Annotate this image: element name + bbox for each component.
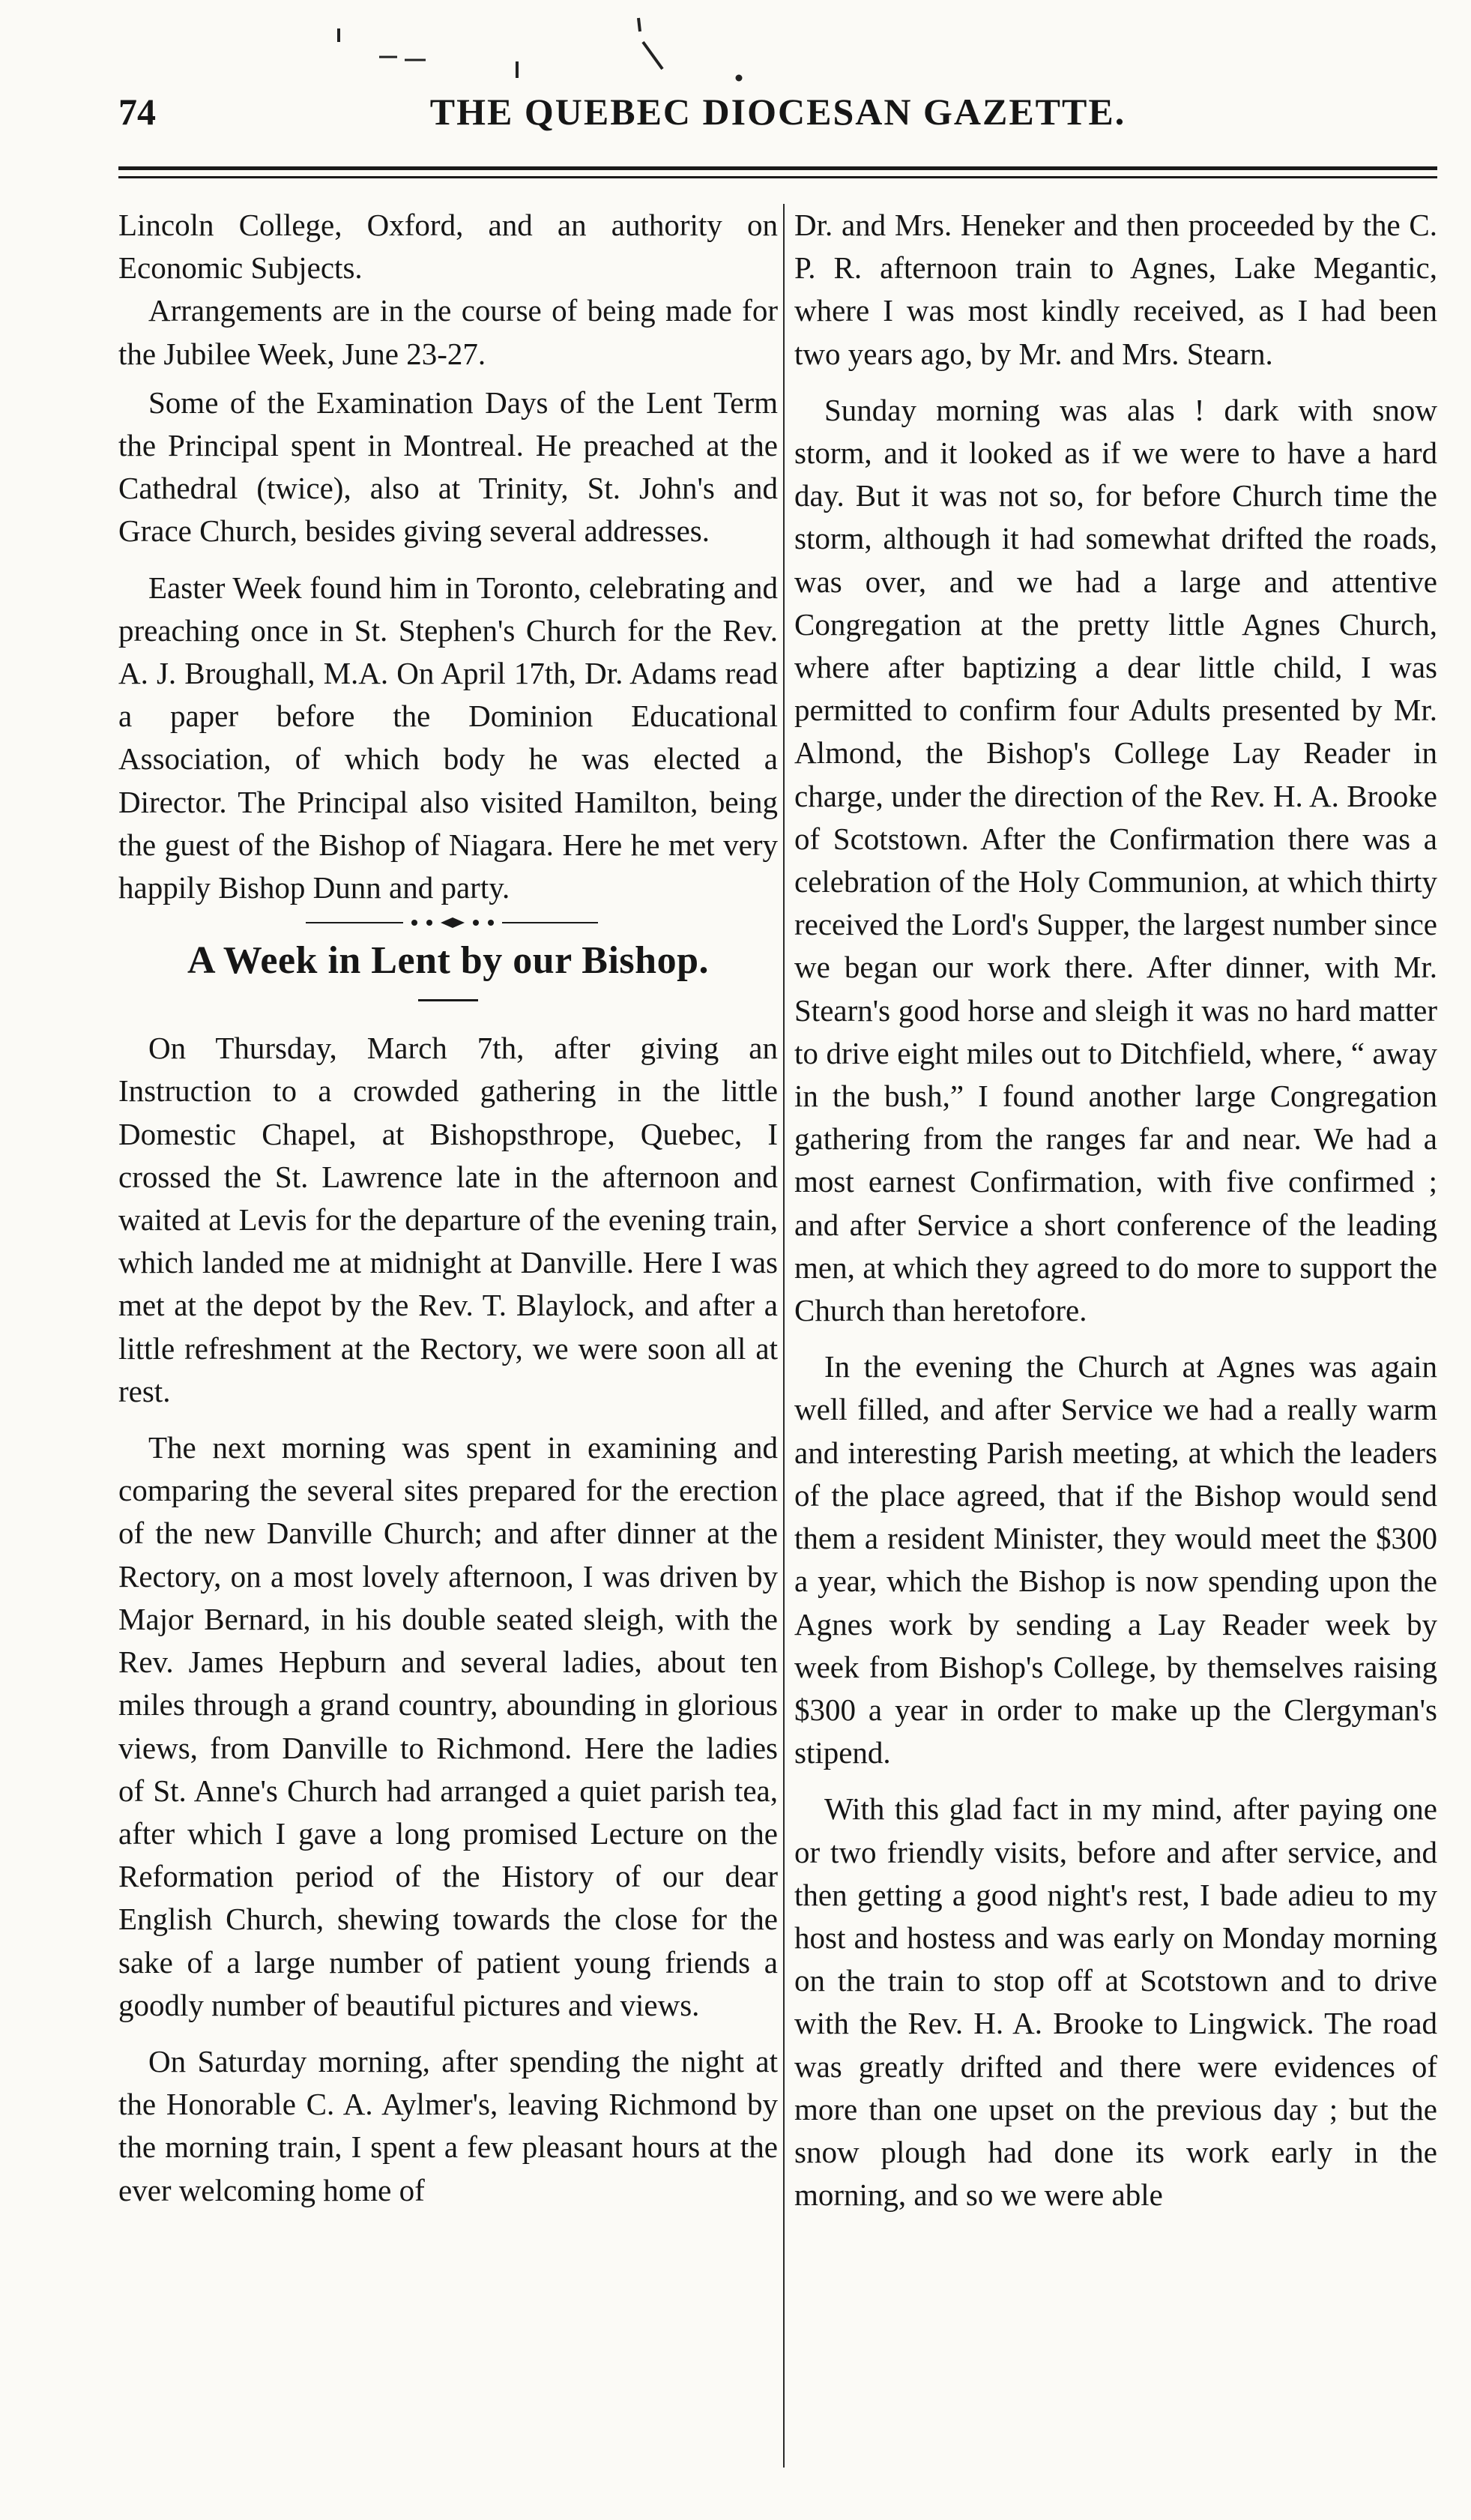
article-paragraph: Lincoln College, Oxford, and an authority on Economic Subjects. bbox=[118, 208, 778, 286]
header-rule-thin bbox=[118, 176, 1437, 178]
column-divider bbox=[783, 204, 785, 2468]
journal-title: THE QUEBEC DIOCESAN GAZETTE. bbox=[429, 91, 1126, 133]
article-paragraph: With this glad fact in my mind, after paying one or two friendly visits, before and after service, and then getting a good night's rest, I bade adieu to my host and hostess and was early on Monday morning on the train to stop off at Scotstown and to drive with the Rev. H. A. Brooke to Lingwick. The road was greatly drifted and there were evidences of more than one upset on the previous day ; but the snow plough had done its work early in the morning, and so we were able bbox=[794, 1791, 1437, 2213]
article-paragraph: Arrangements are in the course of being made for the Jubilee Week, June 23-27. bbox=[118, 293, 778, 371]
ornamental-separator bbox=[118, 909, 778, 938]
separator-ornament-icon bbox=[306, 915, 598, 930]
article-paragraph: On Thursday, March 7th, after giving an Instruction to a crowded gathering in the little Domestic Chapel, at Bishopsthrope, Quebec, I crossed the St. Lawrence late in the afternoon and waited at Levis for the departure of the evening train, which landed me at midnight at Danville. Here I was met at the depot by the Rev. T. Blaylock, and after a little refreshment at the Rectory, we were soon all at rest. bbox=[118, 1031, 778, 1408]
article-paragraph: In the evening the Church at Agnes was again well filled, and after Service we had a really warm and interesting Parish meeting, at which the leaders of the place agreed, that if the Bishop would send them a resident Minister, they would meet the $300 a year, which the Bishop is now spending upon the Agnes work by sending a Lay Reader week by week from Bishop's College, by themselves raising $300 a year in order to make up the Clergyman's stipend. bbox=[794, 1349, 1437, 1770]
article-paragraph: On Saturday morning, after spending the night at the Honorable C. A. Aylmer's, leaving Richmond by the morning train, I spent a few pleasant hours at the ever welcoming home of bbox=[118, 2043, 778, 2207]
article-paragraph: Dr. and Mrs. Heneker and then proceeded by the C. P. R. afternoon train to Agnes, Lake Megantic, where I was most kindly received, as I had been two years ago, by Mr. and Mrs. Stearn. bbox=[794, 208, 1437, 371]
right-column bbox=[794, 204, 1437, 2216]
article-paragraph: Easter Week found him in Toronto, celebrating and preaching once in St. Stephen's Church for the Rev. A. J. Broughall, M.A. On April 17th, Dr. Adams read a paper before the Dominion Educational Association, of which body he was elected a Director. The Principal also visited Hamilton, being the guest of the Bishop of Niagara. Here he met very happily Bishop Dunn and party. bbox=[118, 570, 778, 905]
article-paragraph: The next morning was spent in examining and comparing the several sites prepared for the erection of the new Danville Church; and after dinner at the Rectory, on a most lovely afternoon, I was driven by Major Bernard, in his double seated sleigh, with the Rev. James Hepburn and several ladies, about ten miles through a grand country, abounding in glorious views, from Danville to Richmond. Here the ladies of St. Anne's Church had arranged a quiet parish tea, after which I gave a long promised Lecture on the Reformation period of the History of our dear English Church, shewing towards the close for the sake of a large number of patient young friends a goodly number of beautiful pictures and views. bbox=[118, 1430, 778, 2022]
left-column bbox=[118, 204, 778, 2212]
section-heading: A Week in Lent by our Bishop. bbox=[187, 939, 709, 983]
article-paragraph: Sunday morning was alas ! dark with snow storm, and it looked as if we were to have a hard day. But it was not so, for before Church time the storm, although it had somewhat drifted the roads, was over, and we had a large and attentive Congregation at the pretty little Agnes Church, where after baptizing a dear little child, I was permitted to confirm four Adults presented by Mr. Almond, the Bishop's College Lay Reader in charge, under the direction of the Rev. H. A. Brooke of Scotstown. After the Confirmation there was a celebration of the Holy Communion, at which thirty received the Lord's Supper, the largest number since we began our work there. After dinner, with Mr. Stearn's good horse and sleigh it was no hard matter to drive eight miles out to Ditchfield, where, “ away in the bush,” I found another large Congregation gathering from the ranges far and near. We had a most earnest Confirmation, with five confirmed ; and after Service a short conference of the leading men, at which they agreed to do more to support the Church than heretofore. bbox=[794, 392, 1437, 1328]
header-rule-thick bbox=[118, 166, 1437, 170]
page-header bbox=[118, 84, 1437, 144]
article-paragraph: Some of the Examination Days of the Lent Term the Principal spent in Montreal. He preached at the Cathedral (twice), also at Trinity, St. John's and Grace Church, besides giving several addresses. bbox=[118, 385, 778, 549]
heading-dash bbox=[418, 999, 478, 1001]
page-number: 74 bbox=[118, 91, 156, 133]
